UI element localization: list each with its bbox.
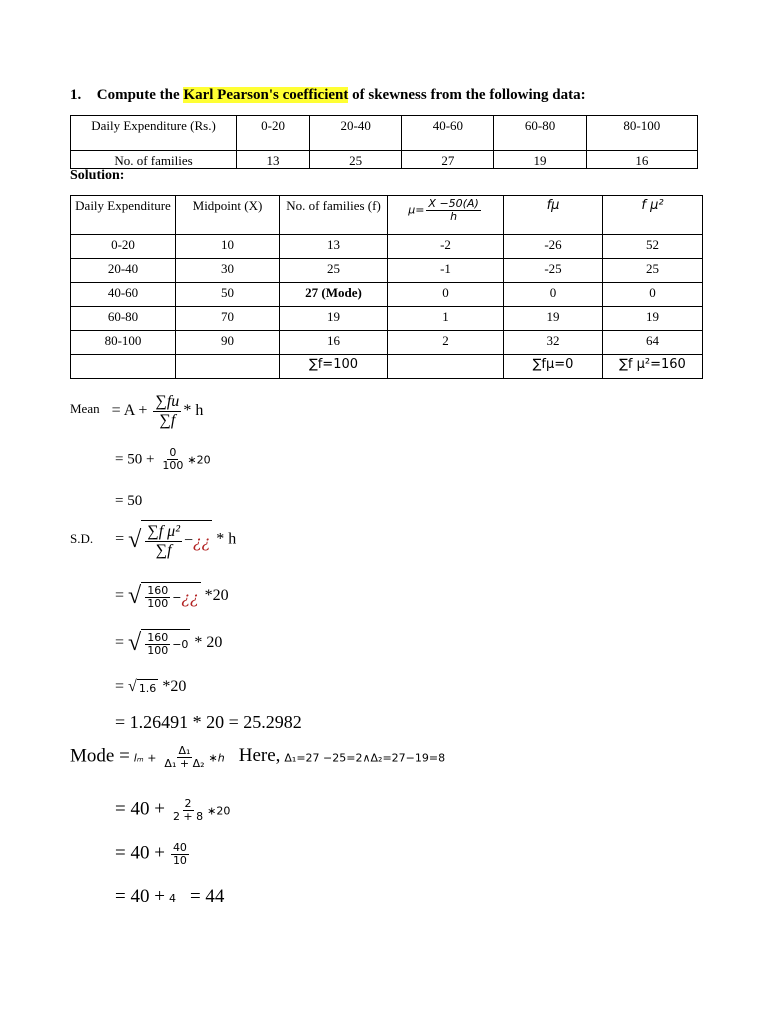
solution-row [71, 283, 703, 307]
sd-step2-den: 100 [147, 644, 169, 658]
data-families-3: 19 [494, 151, 586, 169]
mode-step2-lhs: = 40 + [115, 842, 165, 864]
sd-step2-lhs: = [115, 633, 125, 651]
cell-expenditure: 0-20 [71, 235, 176, 259]
mode-step3 [115, 886, 224, 908]
sd-step3-rhs: *20 [162, 678, 187, 695]
header-fmu: fμ [504, 196, 603, 235]
cell-families: 27 (Mode) [280, 283, 388, 307]
mean-step1-den: 100 [162, 459, 184, 473]
cell-midpoint: 50 [176, 283, 280, 307]
mode-den: Δ₁ + Δ₂ [164, 757, 205, 771]
header-expenditure: Daily Expenditure [71, 196, 176, 235]
cell-expenditure: 20-40 [71, 259, 176, 283]
data-families-0: 13 [237, 151, 310, 169]
cell-expenditure: 80-100 [71, 331, 176, 355]
sd-step1-err: ¿¿ [181, 588, 199, 608]
sd-formula-num: ∑f μ² [147, 523, 181, 540]
sd-formula-rhs: * h [216, 530, 237, 548]
header-midpoint: Midpoint (X) [176, 196, 280, 235]
data-table-header-label: Daily Expenditure (Rs.) [71, 116, 237, 151]
sd-step2: = √ $\frac{160}{100}$ −0 * 20 [115, 630, 223, 658]
cell-fmu: 32 [504, 331, 603, 355]
mean-label: Mean [70, 400, 100, 416]
cell-families: 25 [280, 259, 388, 283]
sd-step1-rhs: *20 [204, 586, 229, 604]
data-table-row-label: No. of families [71, 151, 237, 169]
cell-mu: -2 [388, 235, 504, 259]
cell-midpoint: 10 [176, 235, 280, 259]
data-table [70, 115, 698, 169]
mode-here-expr: Δ₁=27 −25=2∧Δ₂=27−19=8 [284, 751, 446, 765]
data-class-2: 40-60 [402, 116, 494, 151]
sd-formula-minus: − [184, 532, 194, 550]
sd-step3: = √ 1.6 *20 [115, 678, 187, 696]
sd-step1-num: 160 [147, 584, 169, 597]
mean-step2: = 50 [115, 493, 143, 509]
cell-families: 13 [280, 235, 388, 259]
data-class-1: 20-40 [310, 116, 402, 151]
mean-formula-num: ∑fu [155, 393, 180, 410]
sd-label: S.D. [70, 531, 94, 547]
sd-step1-den: 100 [147, 597, 169, 611]
data-families-4: 16 [586, 151, 697, 169]
solution-row [71, 235, 703, 259]
mode-lm: lₘ + [133, 751, 157, 765]
cell-fmu: -25 [504, 259, 603, 283]
solution-row [71, 331, 703, 355]
mode-step2-den: 10 [172, 854, 187, 868]
totals-empty-2 [176, 355, 280, 379]
cell-mu: 0 [388, 283, 504, 307]
mode-num: Δ₁ [178, 744, 191, 757]
total-f: ∑f=100 [280, 355, 388, 379]
mode-step3-val: 4 [168, 892, 176, 905]
mode-step1-lhs: = 40 + [115, 798, 165, 820]
cell-families: 16 [280, 331, 388, 355]
totals-empty-1 [71, 355, 176, 379]
mode-formula [70, 745, 445, 770]
cell-fmu2: 64 [603, 331, 703, 355]
cell-fmu2: 19 [603, 307, 703, 331]
data-class-4: 80-100 [586, 116, 697, 151]
sd-formula-lhs: = [115, 530, 125, 548]
mean-step1-rhs: ∗20 [187, 453, 211, 467]
cell-families: 19 [280, 307, 388, 331]
mean-formula [70, 393, 203, 429]
mode-step1-den: 2 + 8 [172, 810, 204, 824]
data-families-1: 25 [310, 151, 402, 169]
question-number: 1. [70, 87, 82, 103]
data-families-2: 27 [402, 151, 494, 169]
sd-step3-lhs: = [115, 678, 125, 695]
mode-rhs: ∗h [208, 751, 225, 765]
data-class-3: 60-80 [494, 116, 586, 151]
mode-step2 [115, 842, 191, 867]
mean-formula-rhs: * h [183, 401, 204, 419]
header-fmu2: f μ² [603, 196, 703, 235]
header-mu-den: h [450, 210, 458, 224]
mode-step2-num: 40 [172, 841, 187, 854]
solution-row [71, 307, 703, 331]
sd-formula-den: ∑f [155, 541, 172, 559]
data-class-0: 0-20 [237, 116, 310, 151]
cell-expenditure: 40-60 [71, 283, 176, 307]
cell-midpoint: 90 [176, 331, 280, 355]
question-heading [70, 87, 586, 104]
mean-step1 [115, 447, 211, 472]
question-highlight: Karl Pearson's coefficient [183, 87, 349, 103]
mean-step1-num: 0 [169, 446, 177, 459]
sd-step1: = √ $\frac{160}{100}$ − ¿¿ *20 [115, 583, 229, 611]
sd-step2-num: 160 [147, 631, 169, 644]
sd-formula: S.D. = √ $\frac{\text{∑f μ²}}{\sum f}$ − ¿¿ * h [70, 520, 236, 559]
sd-step3-root: 1.6 [137, 679, 159, 695]
header-families: No. of families (f) [280, 196, 388, 235]
sd-step4: = 1.26491 * 20 = 25.2982 [115, 712, 302, 732]
sd-step1-minus: − [172, 591, 182, 605]
question-prefix: Compute the [96, 87, 180, 103]
header-mu-lhs: μ= [408, 203, 425, 217]
question-suffix: of skewness from the following data: [352, 87, 586, 103]
mode-step1-rhs: ∗20 [207, 804, 231, 818]
solution-row [71, 259, 703, 283]
solution-label: Solution: [70, 168, 125, 183]
mean-formula-den: ∑f [159, 411, 176, 429]
cell-midpoint: 70 [176, 307, 280, 331]
cell-fmu: -26 [504, 235, 603, 259]
sd-formula-err: ¿¿ [193, 531, 211, 551]
mode-step3-lhs: = 40 + [115, 886, 165, 907]
mode-step1-num: 2 [184, 797, 192, 810]
solution-table [70, 195, 703, 379]
cell-expenditure: 60-80 [71, 307, 176, 331]
sd-step2-rhs: * 20 [194, 633, 223, 651]
cell-mu: 2 [388, 331, 504, 355]
cell-mu: -1 [388, 259, 504, 283]
cell-mu: 1 [388, 307, 504, 331]
mode-step3-rhs: = 44 [189, 886, 225, 907]
header-mu-num: X −50(A) [428, 197, 479, 210]
mode-step1 [115, 798, 230, 823]
sd-step1-lhs: = [115, 586, 125, 604]
mode-label: Mode = [70, 745, 130, 767]
cell-fmu: 0 [504, 283, 603, 307]
mode-here-label: Here, [238, 745, 281, 767]
total-fmu2: ∑f μ²=160 [603, 355, 703, 379]
totals-empty-3 [388, 355, 504, 379]
sd-step2-minus: −0 [172, 638, 189, 652]
cell-fmu2: 25 [603, 259, 703, 283]
mean-step1-lhs: = 50 + [115, 451, 155, 468]
total-fmu: ∑fμ=0 [504, 355, 603, 379]
cell-fmu: 19 [504, 307, 603, 331]
cell-fmu2: 52 [603, 235, 703, 259]
mean-formula-lhs: = A + [111, 401, 148, 419]
header-mu [388, 196, 504, 235]
cell-midpoint: 30 [176, 259, 280, 283]
cell-fmu2: 0 [603, 283, 703, 307]
